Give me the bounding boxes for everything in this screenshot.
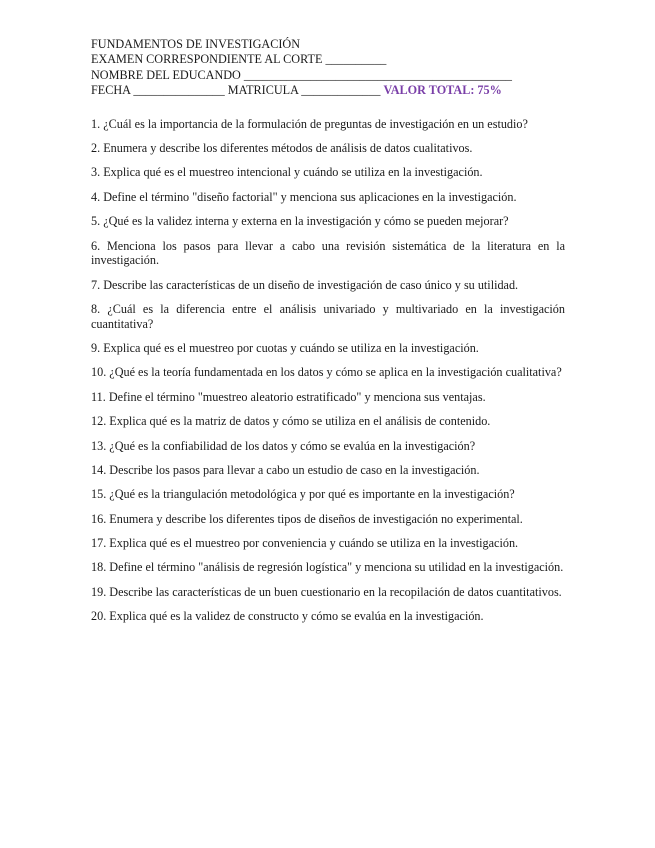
question-item: 6. Menciona los pasos para llevar a cabo una revisión sistemática de la literatura en la investigación. (91, 238, 565, 268)
question-item: 2. Enumera y describe los diferentes métodos de análisis de datos cualitativos. (91, 141, 473, 156)
question-item: 1. ¿Cuál es la importancia de la formulación de preguntas de investigación en un estudio? (91, 116, 528, 131)
question-item: 3. Explica qué es el muestreo intencional y cuándo se utiliza en la investigación. (91, 165, 483, 180)
question-item: 16. Enumera y describe los diferentes tipos de diseños de investigación no experimental. (91, 511, 523, 526)
date-matricula-line (91, 83, 565, 98)
question-list (91, 117, 565, 624)
student-name-line: NOMBRE DEL EDUCANDO ____________________________________________ (91, 67, 513, 82)
exam-cut-line: EXAMEN CORRESPONDIENTE AL CORTE __________ (91, 52, 387, 67)
question-item: 14. Describe los pasos para llevar a cabo un estudio de caso en la investigación. (91, 462, 480, 477)
date-matricula-label: FECHA _______________ MATRICULA _____________ (91, 83, 384, 98)
question-item: 13. ¿Qué es la confiabilidad de los datos y cómo se evalúa en la investigación? (91, 438, 476, 453)
exam-header (91, 37, 565, 99)
question-item: 4. Define el término "diseño factorial" y menciona sus aplicaciones en la investigación. (91, 189, 517, 204)
question-item: 15. ¿Qué es la triangulación metodológica y por qué es importante en la investigación? (91, 487, 515, 502)
question-item: 9. Explica qué es el muestreo por cuotas y cuándo se utiliza en la investigación. (91, 340, 479, 355)
total-value-label: VALOR TOTAL: 75% (383, 83, 502, 98)
question-item: 17. Explica qué es el muestreo por conveniencia y cuándo se utiliza en la investigación. (91, 536, 519, 551)
question-item: 12. Explica qué es la matriz de datos y cómo se utiliza en el análisis de contenido. (91, 414, 491, 429)
question-item: 19. Describe las características de un buen cuestionario en la recopilación de datos cuantitativos. (91, 584, 562, 599)
question-item: 11. Define el término "muestreo aleatorio estratificado" y menciona sus ventajas. (91, 389, 486, 404)
question-item: 5. ¿Qué es la validez interna y externa en la investigación y cómo se pueden mejorar? (91, 214, 509, 229)
question-item: 8. ¿Cuál es la diferencia entre el análisis univariado y multivariado en la investigación cuantitativa? (91, 301, 565, 331)
course-title: FUNDAMENTOS DE INVESTIGACIÓN (91, 37, 300, 51)
exam-page (91, 37, 565, 634)
question-item: 18. Define el término "análisis de regresión logística" y menciona su utilidad en la investigación. (91, 560, 564, 575)
question-item: 10. ¿Qué es la teoría fundamentada en los datos y cómo se aplica en la investigación cualitativa? (91, 365, 562, 380)
question-item: 20. Explica qué es la validez de constructo y cómo se evalúa en la investigación. (91, 609, 484, 624)
question-item: 7. Describe las características de un diseño de investigación de caso único y su utilidad. (91, 277, 519, 292)
